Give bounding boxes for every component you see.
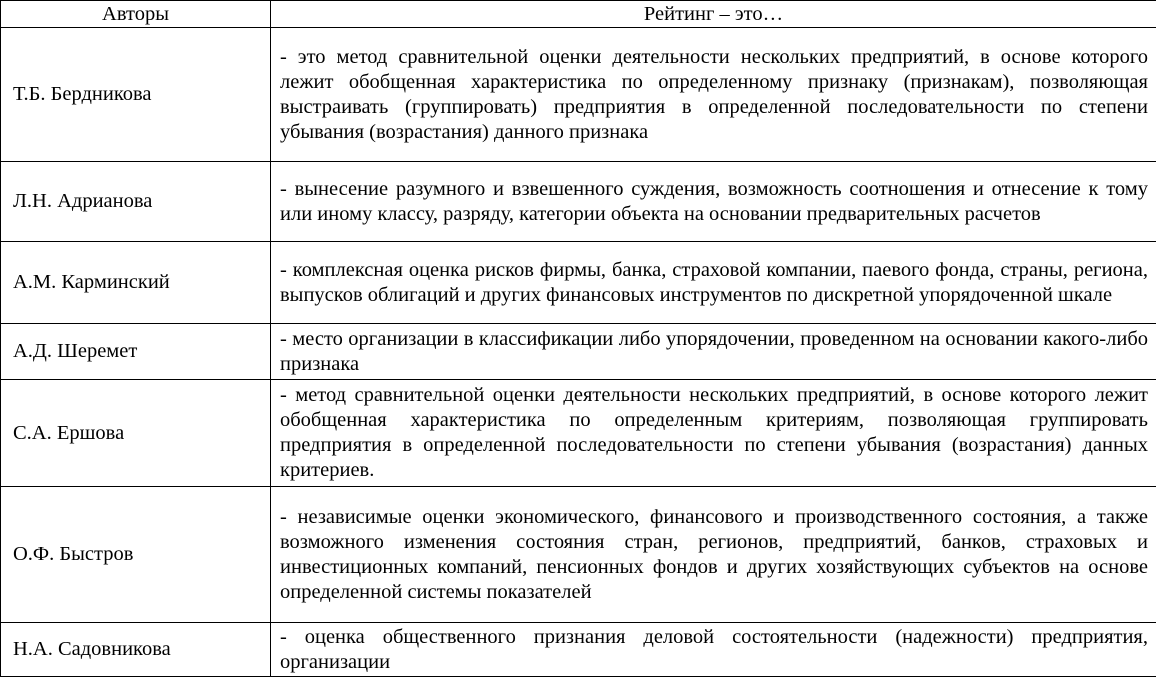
author-cell: С.А. Ершова [1, 380, 271, 487]
definition-cell: - оценка общественного признания деловой состоятельности (надежности) предприятия, организации [271, 623, 1156, 677]
definition-cell: - комплексная оценка рисков фирмы, банка, страховой компании, паевого фонда, страны, региона, выпусков облигаций и других финансовых инструментов по дискретной упорядоченной шкале [271, 242, 1156, 324]
author-cell: Л.Н. Адрианова [1, 162, 271, 242]
definition-cell: - место организации в классификации либо упорядочении, проведенном на основании какого-либо признака [271, 324, 1156, 380]
table-row [1, 242, 1156, 324]
table-row [1, 487, 1156, 623]
definition-cell: - независимые оценки экономического, финансового и производственного состояния, а также возможного изменения состояния стран, регионов, предприятий, банков, страховых и инвестиционных компаний, пенсионных фондов и других хозяйствующих субъектов на основе определенной системы показателей [271, 487, 1156, 623]
table-row [1, 380, 1156, 487]
header-rating-definition: Рейтинг – это… [271, 1, 1156, 28]
author-cell: О.Ф. Быстров [1, 487, 271, 623]
table-row [1, 623, 1156, 677]
author-cell: Т.Б. Бердникова [1, 28, 271, 162]
definition-cell: - это метод сравнительной оценки деятельности нескольких предприятий, в основе которого лежит обобщенная характеристика по определенному признаку (признакам), позволяющая выстраивать (группировать) предприятия в определенной последовательности по степени убывания (возрастания) данного признака [271, 28, 1156, 162]
header-row [1, 1, 1156, 28]
definition-cell: - метод сравнительной оценки деятельности нескольких предприятий, в основе которого лежит обобщенная характеристика по определенным критериям, позволяющая группировать предприятия в определенной последовательности по степени убывания (возрастания) данных критериев. [271, 380, 1156, 487]
author-cell: А.Д. Шеремет [1, 324, 271, 380]
table-row [1, 324, 1156, 380]
author-cell: А.М. Карминский [1, 242, 271, 324]
header-authors: Авторы [1, 1, 271, 28]
author-cell: Н.А. Садовникова [1, 623, 271, 677]
table-row [1, 28, 1156, 162]
definition-cell: - вынесение разумного и взвешенного суждения, возможность соотношения и отнесение к тому или иному классу, разряду, категории объекта на основании предварительных расчетов [271, 162, 1156, 242]
table-row [1, 162, 1156, 242]
